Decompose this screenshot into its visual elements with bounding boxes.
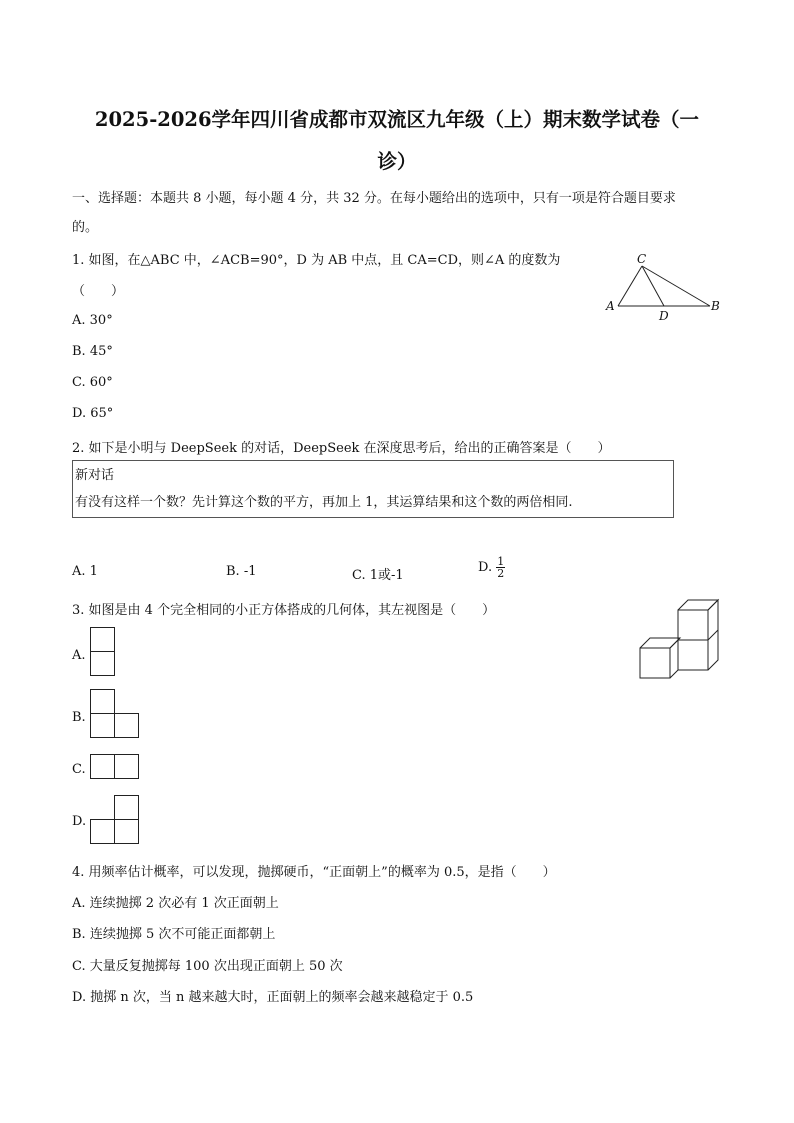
q2-option-a: A. 1 [72,564,98,579]
section-header-line2: 的。 [72,220,99,235]
cube-mid-front [678,640,708,670]
q3-option-a: A. [72,648,86,663]
cube-left-side-face [670,640,678,678]
q3-cube-figure [636,596,726,686]
q1-option-a: A. 30° [72,313,113,328]
cube-left-front [640,648,670,678]
q2-stem: 2. 如下是小明与 DeepSeek 的对话，DeepSeek 在深度思考后，给出的正确答案是（ ） [72,441,611,456]
q2-option-d-label: D. [478,560,493,575]
q2-dialog-title: 新对话 [75,468,115,483]
triangle-side-ac [618,266,642,306]
q3-option-c: C. [72,762,86,777]
page-title-line1: 2025-2026学年四川省成都市双流区九年级（上）期末数学试卷（一 [94,108,700,131]
q2-option-d [478,556,505,579]
cube-left-top-face [640,638,680,648]
q2-option-d-fraction [496,556,505,579]
cube-top-front [678,610,708,640]
section-header [72,187,676,206]
fraction-numerator: 1 [497,555,505,568]
label-a: A [606,299,615,313]
q4-option-a: A. 连续抛掷 2 次必有 1 次正面朝上 [72,896,279,911]
cube-stack-side-mid [708,630,718,640]
q3-option-d-figure [90,795,144,849]
q2-option-c: C. 1或-1 [352,568,404,583]
cube-top-top-face [678,600,718,610]
label-b: B [711,299,720,313]
q4-option-d: D. 抛掷 n 次，当 n 越来越大时，正面朝上的频率会越来越稳定于 0.5 [72,990,474,1005]
fraction-denominator: 2 [497,567,505,580]
section-header-line1: 一、选择题：本题共 8 小题，每小题 4 分，共 32 分。在每小题给出的选项中，只有一项是符合题目要求 [72,191,676,206]
q3-option-b: B. [72,710,86,725]
q4-option-c: C. 大量反复抛掷每 100 次出现正面朝上 50 次 [72,959,343,974]
q1-blank: （ ） [72,284,125,299]
q3-option-a-figure [90,627,120,681]
q1-option-b: B. 45° [72,344,113,359]
label-c: C [637,252,647,266]
q2-dialog-text: 有没有这样一个数？先计算这个数的平方，再加上 1，其运算结果和这个数的两倍相同. [75,495,573,510]
q1-stem: 1. 如图，在△ABC 中，∠ACB=90°，D 为 AB 中点，且 CA=CD，则∠A 的度数为 [72,253,561,268]
q3-option-b-figure [90,689,144,743]
q1-option-c: C. 60° [72,375,113,390]
q4-option-b: B. 连续抛掷 5 次不可能正面都朝上 [72,927,276,942]
q3-stem: 3. 如图是由 4 个完全相同的小正方体搭成的几何体，其左视图是（ ） [72,603,496,618]
q1-triangle-figure [600,250,730,325]
q3-option-d: D. [72,814,87,829]
q1-option-d: D. 65° [72,406,114,421]
triangle-side-cb [642,266,710,306]
page-title-line2: 诊） [377,150,417,173]
q2-option-b: B. -1 [226,564,257,579]
q3-option-c-figure [90,754,144,784]
q4-stem: 4. 用频率估计概率，可以发现，抛掷硬币，“正面朝上”的概率为 0.5，是指（ ） [72,865,556,880]
label-d: D [659,309,669,323]
